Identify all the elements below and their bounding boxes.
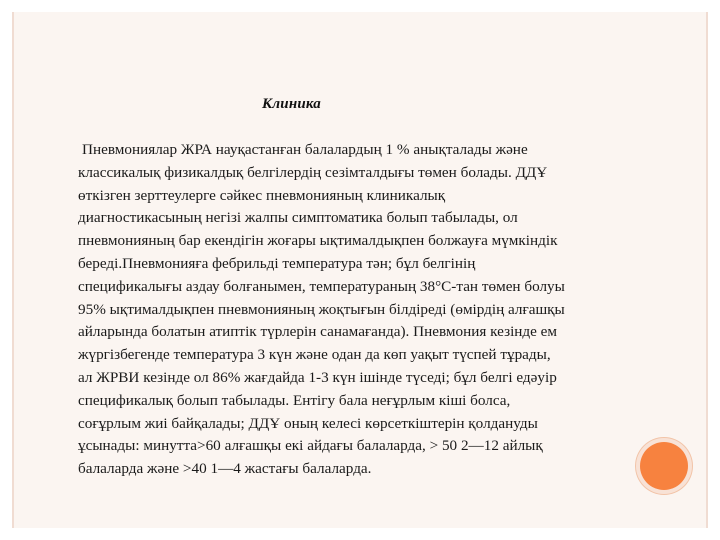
body-line: айларында болатын атиптік түрлерін санамағанда). Пневмония кезінде ем [78,323,558,341]
body-line: спецификалық болып табылады. Ентігу бала неғұрлым кіші болса, [78,391,511,409]
body-line: диагностикасының негізі жалпы симптоматика болып табылады, ол [78,209,518,227]
body-line: соғұрлым жиі байқалады; ДДҰ оның келесі көрсеткіштерін қолдануды [78,414,538,432]
body-line: 95% ықтималдықпен пневмонияның жоқтығын білдіреді (өмірдің алғашқы [78,300,565,318]
body-line: береді.Пневмонияға фебрильді температура тән; бұл белгінің [78,254,476,272]
body-line: пневмонияның бар екендігін жоғары ықтималдықпен болжауға мүмкіндік [78,232,558,250]
body-line: өткізген зерттеулерге сәйкес пневмонияның клиникалық [78,186,446,204]
slide-body [78,139,674,481]
body-line: ал ЖРВИ кезінде ол 86% жағдайда 1-3 күн ішінде түседі; бұл белгі едәуір [78,368,557,386]
body-line: спецификалығы аздау болғанымен, температураның 38°С-тан төмен болуы [78,277,565,295]
slide-frame [12,12,708,528]
body-line: жүргізбегенде температура 3 күн және одан да көп уақыт түспей тұрады, [78,346,551,364]
decorative-circle [640,442,688,490]
body-line: Пневмониялар ЖРА науқастанған балалардың 1 % анықталады және [82,141,528,158]
body-line: классикалық физикалдық белгілердің сезімталдығы төмен болады. ДДҰ [78,163,548,181]
body-line: балаларда және >40 1—4 жастағы балаларда. [78,460,372,478]
body-line: ұсынады: минутта>60 алғашқы екі айдағы балаларда, > 50 2—12 айлық [78,437,543,455]
slide-title: Клиника [262,96,322,112]
